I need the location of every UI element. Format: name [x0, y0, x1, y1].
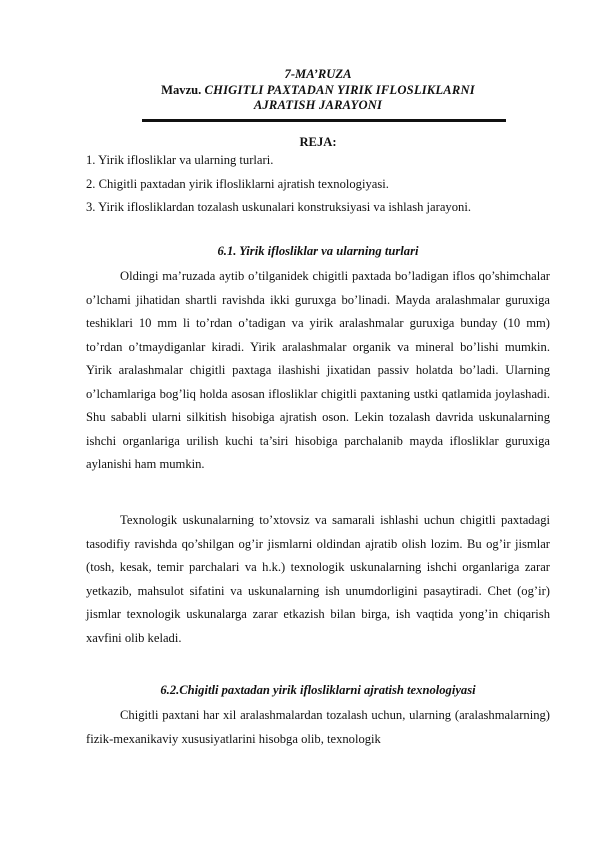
section-heading-6-2: 6.2.Chigitli paxtadan yirik iflosliklarni ajratish texnologiyasi — [160, 683, 476, 697]
topic-title-part-2: AJRATISH JARAYONI — [253, 98, 383, 112]
title-divider — [142, 119, 506, 122]
section-6-1-paragraph-2: Texnologik uskunalarning to’xtovsiz va samarali ishlashi uchun chigitli paxtadagi tasodifiy ravishda qo’shilgan og’ir jismlarni oldindan ajratib olish lozim. Bu og’ir jismlar (tosh, kesak, temir parchalari va h.k.) texnologik uskunalarning ishchi organlariga zarar yetkazib, mahsulot sifatini va uskunalarning ish unumdorligini pasaytiradi. Chet (og’ir) jismlar texnologik uskunalarga zarar etkazish bilan birga, ish vaqtida yong’in chiqarish xavfini olib keladi. — [86, 513, 550, 645]
title-block — [86, 67, 550, 114]
topic-title-part-1: CHIGITLI PAXTADAN YIRIK IFLOSLIKLARNI — [204, 82, 475, 97]
plan-title: REJA: — [299, 135, 337, 149]
topic-label: Mavzu. — [161, 82, 202, 97]
section-6-1-paragraph-1: Oldingi ma’ruzada aytib o’tilganidek chigitli paxtada bo’ladigan iflos qo’shimchalar o’lchami jihatidan shartli ravishda ikki guruxga bo’linadi. Mayda aralashmalar guruxiga teshiklari 10 mm li to’rdan o’tadigan va yirik aralashmalar guruxiga bunday (10 mm) to’rdan o’tmaydiganlar kiradi. Yirik aralashmalar organik va mineral bo’lishi mumkin. Yirik aralashmalar chigitli paxtaga ilashishi jixatidan passiv holatda bo’ladi. Ularning o’lchamlariga bog’liq holda asosan iflosliklar chigitli paxtaning ustki qatlamida joylashadi. Shu sababli ularni silkitish hisobiga ajratish oson. Lekin tozalash davrida uskunalarning ishchi organlariga urilish kuchi ta’siri hisobiga parchalanib mayda iflosliklar guruxiga aylanishi ham mumkin. — [86, 269, 550, 472]
plan-item: 1. Yirik iflosliklar va ularning turlari. — [86, 153, 274, 167]
plan-item: 3. Yirik iflosliklardan tozalash uskunalari konstruksiyasi va ishlash jarayoni. — [86, 200, 471, 214]
plan-list — [86, 149, 550, 220]
topic-line-1 — [86, 83, 550, 99]
section-6-2-paragraph-1: Chigitli paxtani har xil aralashmalardan tozalash uchun, ularning (aralashmalarning) fizik-mexanikaviy xususiyatlarini hisobga olib, texnologik — [86, 708, 550, 746]
section-heading-6-1: 6.1. Yirik iflosliklar va ularning turlari — [217, 244, 419, 258]
lecture-number: 7-MA’RUZA — [284, 67, 352, 81]
plan-item: 2. Chigitli paxtadan yirik iflosliklarni ajratish texnologiyasi. — [86, 176, 389, 191]
